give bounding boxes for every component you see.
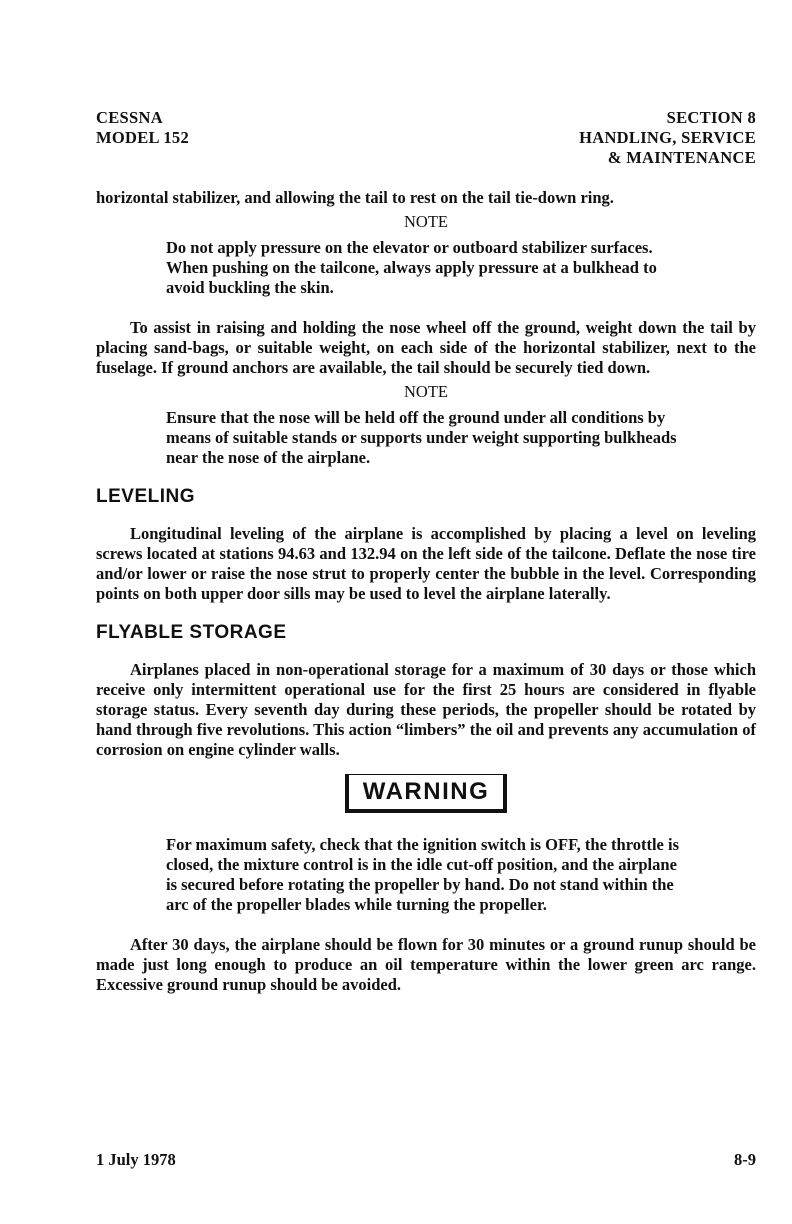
header-section-title-line1: HANDLING, SERVICE: [579, 128, 756, 147]
header-section-number: SECTION 8: [666, 108, 756, 127]
leveling-heading: LEVELING: [96, 486, 196, 507]
note-text: Do not apply pressure on the elevator or outboard stabilizer surfaces. When pushing on the tailcone, always apply pressure at a bulkhead to avoid buckling the skin.: [166, 238, 657, 297]
note-label: NOTE: [404, 212, 448, 231]
leveling-paragraph: Longitudinal leveling of the airplane is accomplished by placing a level on leveling screws located at stations 94.63 and 132.94 on the left side of the tailcone. Deflate the nose tire and/or lower or raise the nose strut to properly center the bubble in the level. Corresponding points on both upper door sills may be used to level the airplane laterally.: [96, 524, 756, 603]
page-footer: [96, 1150, 756, 1170]
header-section-title-line2: & MAINTENANCE: [607, 148, 756, 167]
header-model: MODEL 152: [96, 128, 189, 147]
after-30-days-paragraph: After 30 days, the airplane should be flown for 30 minutes or a ground runup should be made just long enough to produce an oil temperature within the lower green arc range. Excessive ground runup should be avoided.: [96, 935, 756, 994]
footer-date: 1 July 1978: [96, 1150, 176, 1169]
header-manufacturer: CESSNA: [96, 108, 163, 127]
raise-nose-paragraph: To assist in raising and holding the nose wheel off the ground, weight down the tail by placing sand-bags, or suitable weight, on each side of the horizontal stabilizer, next to the fuselage. If ground anchors are available, the tail should be securely tied down.: [96, 318, 756, 377]
note-label: NOTE: [404, 382, 448, 401]
page-header: [96, 108, 756, 168]
header-right: [579, 108, 756, 168]
flyable-storage-paragraph: Airplanes placed in non-operational storage for a maximum of 30 days or those which receive only intermittent operational use for the first 25 hours are considered in flyable storage status. Every seventh day during these periods, the propeller should be rotated by hand through five revolutions. This action “limbers” the oil and prevents any accumulation of corrosion on engine cylinder walls.: [96, 660, 756, 759]
page-number: 8-9: [734, 1150, 756, 1169]
continuation-paragraph: horizontal stabilizer, and allowing the tail to rest on the tail tie-down ring.: [96, 188, 614, 207]
manual-page: [96, 108, 756, 995]
warning-banner: [96, 774, 756, 813]
flyable-storage-heading: FLYABLE STORAGE: [96, 622, 287, 643]
warning-text: For maximum safety, check that the ignition switch is OFF, the throttle is closed, the mixture control is in the idle cut-off position, and the airplane is secured before rotating the propeller by hand. Do not stand within the arc of the propeller blades while turning the propeller.: [166, 835, 679, 914]
header-left: [96, 108, 189, 168]
note-text: Ensure that the nose will be held off the ground under all conditions by means of suitable stands or supports under weight supporting bulkheads near the nose of the airplane.: [166, 408, 677, 467]
warning-label: WARNING: [345, 774, 508, 813]
